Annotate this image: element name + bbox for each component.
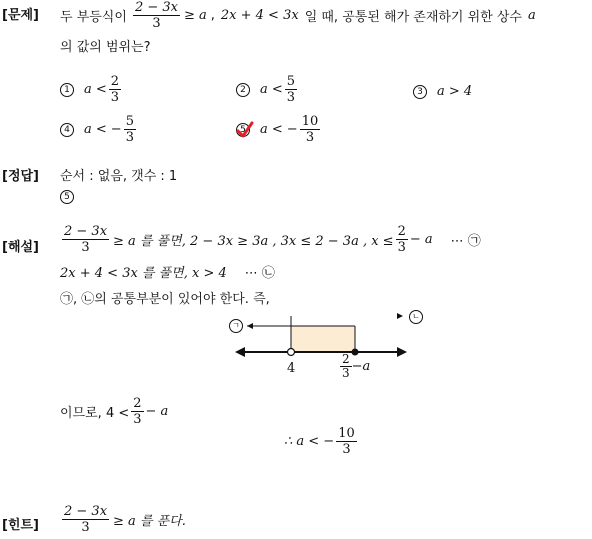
problem-line-1 xyxy=(60,0,536,31)
fraction-numerator: 2 xyxy=(397,224,406,239)
fraction-denominator: 3 xyxy=(342,366,350,380)
overlap-shade xyxy=(291,326,355,352)
solution-fraction-4 xyxy=(131,396,143,427)
check-icon xyxy=(236,121,254,139)
label-right-arrow: ㄴ xyxy=(409,309,423,324)
choice-marker: 2 xyxy=(236,83,250,97)
solution-conclusion xyxy=(284,426,359,457)
solution-line-1-body: ≥ a 를 풀면, 2 − 3x ≥ 3a , 3x ≤ 2 − 3a , x ≤ xyxy=(113,234,394,249)
axis-right-arrow-icon xyxy=(397,347,407,357)
choice-1[interactable] xyxy=(60,74,123,105)
answer-label: [정답] xyxy=(2,169,39,184)
solution-fraction-5 xyxy=(336,426,357,457)
fraction-denominator: 3 xyxy=(81,520,90,535)
label-left-arrow: ㄱ xyxy=(229,318,243,333)
solution-line-2 xyxy=(60,262,275,281)
choice-marker: 4 xyxy=(60,123,74,137)
solution-line-4-pre: 이므로, 4 < xyxy=(60,406,130,421)
choice-2-lhs: a < xyxy=(260,82,283,97)
fraction-denominator: 3 xyxy=(125,130,134,145)
choice-2[interactable] xyxy=(236,74,299,105)
solution-line-4 xyxy=(60,396,168,427)
fraction-denominator: 3 xyxy=(397,240,406,255)
fraction-numerator: 2 − 3x xyxy=(64,224,108,239)
choice-3[interactable] xyxy=(413,84,472,99)
fraction-denominator: 3 xyxy=(133,412,142,427)
answer-meta: 순서 : 없음, 갯수 : 1 xyxy=(60,169,178,184)
open-point xyxy=(288,349,295,356)
problem-text-pre: 두 부등식이 xyxy=(60,10,127,25)
fraction-denominator: 3 xyxy=(286,90,296,105)
solution-ref-2: ⋯ ㉡ xyxy=(244,266,275,281)
choice-4-lhs: a < xyxy=(84,122,107,137)
fraction-numerator: 10 xyxy=(338,426,355,441)
solution-line-2-body: 2x + 4 < 3x 를 풀면, x > 4 xyxy=(60,266,227,281)
fraction-numerator: 5 xyxy=(125,114,134,129)
fraction-numerator: 2 xyxy=(110,74,120,89)
answer-marker: 5 xyxy=(60,190,74,204)
problem-ineq2: 2x + 4 < 3x xyxy=(220,8,299,23)
ineq2-arrow-icon xyxy=(397,313,403,319)
choice-5-lhs: a < xyxy=(260,122,283,137)
choice-marker: 5 xyxy=(236,123,250,137)
problem-label: [문제] xyxy=(2,8,39,23)
choice-5[interactable] xyxy=(236,114,322,145)
solution-fraction-1 xyxy=(62,224,109,255)
solution-line-3: ㉠, ㉡의 공통부분이 있어야 한다. 즉, xyxy=(60,292,270,307)
number-line-diagram xyxy=(225,308,425,384)
axis-left-arrow-icon xyxy=(235,347,245,357)
solution-line-1 xyxy=(60,224,481,255)
hint-label: [힌트] xyxy=(2,518,39,533)
fraction-denominator: 3 xyxy=(81,240,90,255)
choice-4[interactable] xyxy=(60,114,138,145)
choice-marker: 3 xyxy=(413,85,427,99)
solution-line-4-post: − a xyxy=(145,404,169,419)
solution-ref-1: ⋯ ㉠ xyxy=(450,234,481,249)
hint-fraction xyxy=(62,504,109,535)
fraction-denominator: 3 xyxy=(342,442,351,457)
solution-conclusion-pre: ∴ a < − xyxy=(284,434,335,449)
fraction-denominator: 3 xyxy=(305,130,315,145)
fraction-numerator: 2 − 3x xyxy=(134,0,178,15)
solution-fraction-2 xyxy=(396,224,408,255)
choice-5-fraction xyxy=(300,114,321,145)
problem-var-a: a xyxy=(527,8,536,23)
solution-line-1-tail: − a xyxy=(409,232,433,247)
problem-text-post: 일 때, 공통된 해가 존재하기 위한 상수 xyxy=(304,10,522,25)
problem-ineq1-rhs: ≥ a xyxy=(183,8,207,23)
problem-fraction-1 xyxy=(133,0,180,31)
choice-1-fraction xyxy=(109,74,121,105)
tick-4: 4 xyxy=(287,361,296,376)
problem-line-2: 의 값의 범위는? xyxy=(60,40,151,55)
choice-marker: 1 xyxy=(60,83,74,97)
fraction-denominator: 3 xyxy=(152,16,161,31)
choice-4-fraction xyxy=(124,114,136,145)
fraction-numerator: 2 xyxy=(133,396,142,411)
tick-two-thirds-minus-a xyxy=(340,353,370,380)
tick-tail: −a xyxy=(351,359,371,374)
fraction-numerator: 5 xyxy=(286,74,296,89)
choice-1-lhs: a < xyxy=(84,82,107,97)
hint-line xyxy=(60,504,186,535)
fraction-denominator: 3 xyxy=(110,90,120,105)
tick-fraction xyxy=(340,353,352,380)
choice-2-fraction xyxy=(285,74,297,105)
problem-comma: , xyxy=(210,8,215,23)
fraction-numerator: 2 − 3x xyxy=(64,504,108,519)
choice-5-sign: − xyxy=(286,122,298,137)
fraction-numerator: 2 xyxy=(342,352,350,366)
choice-3-text: a > 4 xyxy=(437,84,473,99)
hint-text: ≥ a 를 푼다. xyxy=(113,514,186,529)
answer-value xyxy=(60,189,74,204)
ineq1-arrow-icon xyxy=(247,323,253,329)
fraction-numerator: 10 xyxy=(301,114,319,129)
choice-4-sign: − xyxy=(110,122,122,137)
solution-label: [해설] xyxy=(2,240,39,255)
